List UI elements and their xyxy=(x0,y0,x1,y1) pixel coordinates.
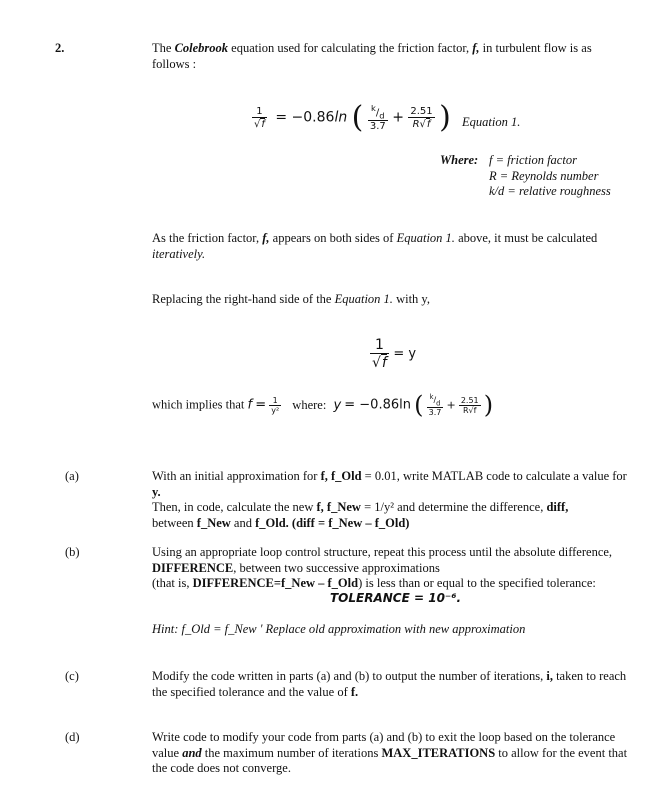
part-d-text: Write code to modify your code from parts (a) and (b) to exit the loop based on the tolerance value and the maximum number of iterations MAX_ITERATIONS to allow for the event that the code does not converge. xyxy=(152,730,628,775)
part-a-label: (a) xyxy=(65,469,79,483)
question-number: 2. xyxy=(55,41,65,55)
implies-fraction: $\frac{1}{\text{y²}}$ xyxy=(271,395,280,415)
intro-text-mid: equation used for calculating the friction factor, xyxy=(228,41,473,55)
tolerance-value: TOLERANCE = 10⁻⁶. xyxy=(330,591,462,605)
replacing-paragraph: Replacing the right-hand side of the Equation 1. with y, xyxy=(152,292,430,306)
intro-text-post: in turbulent flow is as follows : xyxy=(152,41,592,71)
implies-line: which implies that f = $\frac{1}{\text{y²}}$ where: y = −0.86ln ( $\frac{^k/_d}{3.7}$ + $\frac{2.51}{R√f}$ ) xyxy=(152,391,494,419)
eq-y-fraction: $\frac{1}{√f}$ xyxy=(372,337,387,371)
eq1-kd-fraction: $\frac{^k/_d}{3.7}$ xyxy=(369,102,386,133)
intro-text: The xyxy=(152,41,175,55)
eq1-second-fraction: $\frac{2.51}{R√f}$ xyxy=(410,105,433,130)
part-b-hint: Hint: f_Old = f_New ' Replace old approximation with new approximation xyxy=(152,622,526,636)
part-a-text: With an initial approximation for f, f_Old = 0.01, write MATLAB code to calculate a value for y. Then, in code, calculate the new f, f_New = 1/y² and determine the difference, diff, between f_New and f_Old. (diff = f_New – f_Old) xyxy=(152,469,627,530)
def-relative-roughness: k/d = relative roughness xyxy=(489,184,611,198)
part-b-text: Using an appropriate loop control structure, repeat this process until the absolute difference, DIFFERENCE, between two successive approximations (that is, DIFFERENCE=f_New – f_Old) is less than or equal to the specified tolerance: xyxy=(152,545,613,590)
where-definitions xyxy=(489,153,611,200)
eq1-lhs-fraction: $\frac{1}{√f}$ xyxy=(254,105,265,130)
equation-y: $\frac{1}{√f}$ = y xyxy=(372,337,417,371)
equation-1-label: Equation 1. xyxy=(462,115,521,129)
part-b-label: (b) xyxy=(65,545,80,559)
eq1-ln: ln xyxy=(334,109,348,126)
iterative-paragraph: As the friction factor, f, appears on both sides of Equation 1. above, it must be calculated iteratively. xyxy=(152,231,598,261)
def-friction-factor: f = friction factor xyxy=(489,153,577,167)
where-title: Where: xyxy=(440,153,479,167)
part-c-label: (c) xyxy=(65,669,79,683)
part-d-label: (d) xyxy=(65,730,80,744)
intro-f: f, xyxy=(472,41,480,55)
eq1-equals: = −0.86 xyxy=(275,109,335,126)
intro-paragraph xyxy=(152,41,632,72)
colebrook-word: Colebrook xyxy=(174,41,229,55)
equation-1: $\frac{1}{√f}$ = −0.86ln ( $\frac{^k/_d}{3.7}$ + $\frac{2.51}{R√f}$ ) xyxy=(254,100,451,135)
def-reynolds-number: R = Reynolds number xyxy=(489,168,599,183)
part-c-text: Modify the code written in parts (a) and (b) to output the number of iterations, i, taken to reach the specified tolerance and the value of f. xyxy=(152,669,627,699)
